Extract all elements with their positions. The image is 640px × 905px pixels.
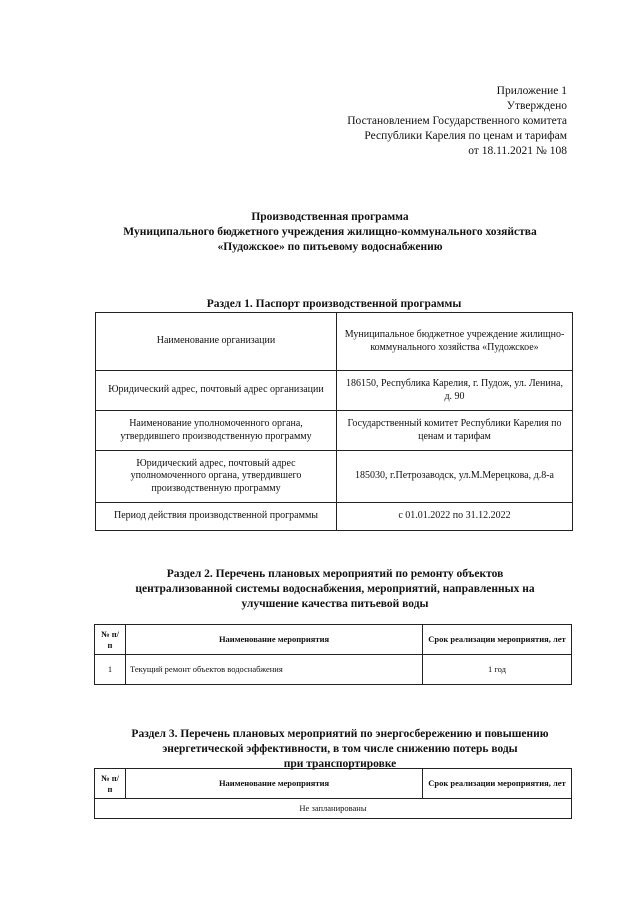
cell-term: 1 год xyxy=(423,655,572,685)
approval-line: Постановлением Государственного комитета xyxy=(347,115,567,127)
energy-plan-table xyxy=(94,768,572,819)
repair-plan-table xyxy=(94,624,572,685)
section-title-line: энергетической эффективности, в том числе снижению потерь воды xyxy=(162,743,518,755)
title-line: «Пудожское» по питьевому водоснабжению xyxy=(217,241,443,253)
header-name: Наименование мероприятия xyxy=(126,625,423,655)
table-row xyxy=(96,451,573,503)
section1-title: Раздел 1. Паспорт производственной программы xyxy=(206,298,462,310)
header-num: № п/п xyxy=(95,769,126,799)
table-header-row xyxy=(95,769,572,799)
approval-stamp xyxy=(347,84,567,159)
row-value: 185030, г.Петрозаводск, ул.М.Мерецкова, д.8-а xyxy=(337,451,573,503)
header-term: Срок реализации мероприятия, лет xyxy=(423,769,572,799)
row-value: Муниципальное бюджетное учреждение жилищно-коммунального хозяйства «Пудожское» xyxy=(337,313,573,371)
section-title-line: улучшение качества питьевой воды xyxy=(241,598,429,610)
header-num: № п/п xyxy=(95,625,126,655)
document-title xyxy=(60,210,600,255)
section-title-line: при транспортировке xyxy=(283,758,397,770)
cell-name: Текущий ремонт объектов водоснабжения xyxy=(126,655,423,685)
row-label: Период действия производственной программы xyxy=(96,503,337,531)
section-title-line: Раздел 3. Перечень плановых мероприятий по энергосбережению и повышению xyxy=(131,728,549,740)
table-row xyxy=(95,655,572,685)
approval-line: Утверждено xyxy=(506,100,567,112)
row-label: Юридический адрес, почтовый адрес организации xyxy=(96,371,337,411)
row-label: Наименование организации xyxy=(96,313,337,371)
table-row xyxy=(96,371,573,411)
table-row xyxy=(96,411,573,451)
section-title-line: Раздел 2. Перечень плановых мероприятий по ремонту объектов xyxy=(166,568,504,580)
table-header-row xyxy=(95,625,572,655)
header-term: Срок реализации мероприятия, лет xyxy=(423,625,572,655)
section2-title xyxy=(80,567,590,612)
approval-line: Республики Карелия по ценам и тарифам xyxy=(364,130,567,142)
row-value: 186150, Республика Карелия, г. Пудож, ул. Ленина, д. 90 xyxy=(337,371,573,411)
row-label: Юридический адрес, почтовый адрес уполномоченного органа, утвердившего производственную программу xyxy=(96,451,337,503)
title-line: Муниципального бюджетного учреждения жилищно-коммунального хозяйства xyxy=(123,226,537,238)
title-line: Производственная программа xyxy=(251,211,409,223)
section-title-line: централизованной системы водоснабжения, мероприятий, направленных на xyxy=(135,583,535,595)
row-value: с 01.01.2022 по 31.12.2022 xyxy=(337,503,573,531)
row-label: Наименование уполномоченного органа, утвердившего производственную программу xyxy=(96,411,337,451)
approval-line: от 18.11.2021 № 108 xyxy=(468,145,567,157)
row-value: Государственный комитет Республики Карелия по ценам и тарифам xyxy=(337,411,573,451)
approval-line: Приложение 1 xyxy=(496,85,567,97)
header-name: Наименование мероприятия xyxy=(126,769,423,799)
cell-num: 1 xyxy=(95,655,126,685)
table-row xyxy=(95,799,572,819)
table-row xyxy=(96,313,573,371)
empty-note: Не запланированы xyxy=(95,799,572,819)
passport-table xyxy=(95,312,573,531)
table-row xyxy=(96,503,573,531)
section3-title xyxy=(80,727,600,772)
